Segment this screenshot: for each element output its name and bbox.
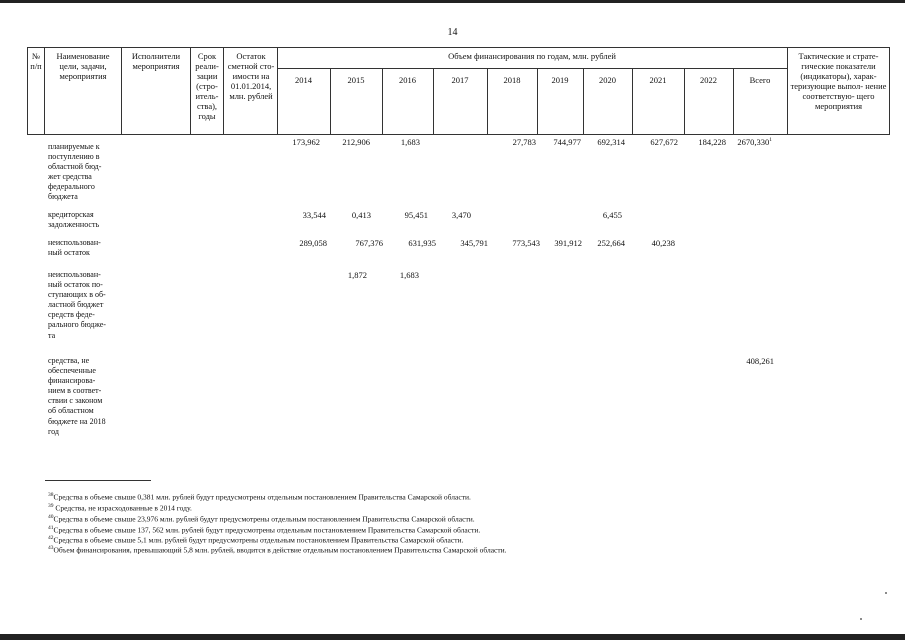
row-label: кредиторская задолженность — [48, 210, 100, 230]
header-name: Наименование цели, задачи, мероприятия — [56, 51, 110, 81]
header-tactical: Тактические и страте- гические показатели (индикаторы), харак- теризующие выпол- нение соответствую- щего мероприятия — [790, 51, 887, 111]
col-border — [787, 47, 788, 135]
col-border — [190, 47, 191, 135]
row-label: средства, не обеспеченные финансирова- нием в соответ- ствии с законом об областном бюджете на 2018 год — [48, 356, 106, 436]
header-top-border — [27, 47, 889, 48]
cell-value: 0,413 — [351, 210, 371, 220]
cell-value-total: 408,261 — [746, 356, 774, 366]
cell-value: 3,470 — [451, 210, 471, 220]
cell-value: 744,977 — [553, 137, 581, 147]
row-label: планируемые к поступлению в областной бюд- жет средства федерального бюджета — [48, 142, 102, 202]
year-header: 2019 — [551, 75, 569, 85]
header-term: Срок реали- зации (стро- итель- ства), годы — [195, 51, 219, 121]
footnote: $^{41}$Средства в объеме свыше 137, 562 млн. рублей будут предусмотрены отдельным постановлением Правительства Самарской области. — [48, 525, 481, 535]
cell-value: 252,664 — [597, 238, 625, 248]
scan-top-edge — [0, 0, 905, 3]
cell-value: 345,791 — [460, 238, 488, 248]
scan-bottom-edge — [0, 634, 905, 640]
cell-value-total: 2670,330$^1$ — [737, 137, 772, 147]
year-header: 2022 — [700, 75, 717, 85]
year-header-total: Всего — [749, 75, 771, 85]
header-num: № п/п — [30, 51, 42, 71]
cell-value: 767,376 — [355, 238, 383, 248]
row-label: неиспользован- ный остаток — [48, 238, 101, 258]
cell-value: 212,906 — [342, 137, 370, 147]
year-header: 2020 — [599, 75, 616, 85]
cell-value: 1,872 — [347, 270, 367, 280]
col-border — [44, 47, 45, 135]
scan-speck — [885, 592, 887, 594]
cell-value: 391,912 — [554, 238, 582, 248]
cell-value: 184,228 — [698, 137, 726, 147]
cell-value: 773,543 — [512, 238, 540, 248]
cell-value: 289,058 — [299, 238, 327, 248]
footnote: $^{40}$Средства в объеме свыше 23,976 млн. рублей будут предусмотрены отдельным постановлением Правительства Самарской области. — [48, 514, 475, 524]
cell-value: 692,314 — [597, 137, 625, 147]
year-header: 2016 — [399, 75, 416, 85]
cell-value: 1,683 — [399, 270, 419, 280]
row-label: неиспользован- ный остаток по- ступающих в об- ластной бюджет средств феде- рального бюдже- та — [48, 270, 106, 340]
cell-value: 6,455 — [602, 210, 622, 220]
cell-value: 40,238 — [651, 238, 675, 248]
col-border — [223, 47, 224, 135]
cell-value: 1,683 — [400, 137, 420, 147]
cell-value: 33,544 — [302, 210, 326, 220]
footnote: $^{38}$Средства в объеме свыше 0,381 млн. рублей будут предусмотрены отдельным постановлением Правительства Самарской области. — [48, 492, 471, 502]
cell-value: 631,935 — [408, 238, 436, 248]
header-executors: Исполнители мероприятия — [131, 51, 181, 71]
years-row-border — [277, 68, 787, 69]
footnote: $^{39}$ Средства, не израсходованные в 2014 году. — [48, 503, 192, 513]
header-remainder: Остаток сметной сто- имости на 01.01.2014, млн. рублей — [227, 51, 275, 101]
year-header: 2014 — [295, 75, 312, 85]
col-border — [889, 47, 890, 135]
page-number: 14 — [447, 27, 458, 38]
header-funding: Объем финансирования по годам, млн. рублей — [448, 51, 616, 61]
scan-speck — [860, 618, 862, 620]
col-border — [121, 47, 122, 135]
header-bottom-border — [27, 134, 889, 135]
year-header: 2015 — [347, 75, 365, 85]
cell-value: 627,672 — [650, 137, 678, 147]
footnote: $^{43}$Объем финансирования, превышающий 5,8 млн. рублей, вводится в действие отдельным постановлением Правительства Самарской области. — [48, 545, 507, 555]
year-header: 2021 — [649, 75, 667, 85]
year-header: 2018 — [503, 75, 521, 85]
cell-value: 95,451 — [404, 210, 428, 220]
footnote: $^{42}$Средства в объеме свыше 5,1 млн. рублей будут предусмотрены отдельным постановлением Правительства Самарской области. — [48, 535, 464, 545]
cell-value: 27,783 — [512, 137, 536, 147]
footnote-separator — [45, 480, 151, 481]
year-header: 2017 — [451, 75, 469, 85]
cell-value: 173,962 — [292, 137, 320, 147]
